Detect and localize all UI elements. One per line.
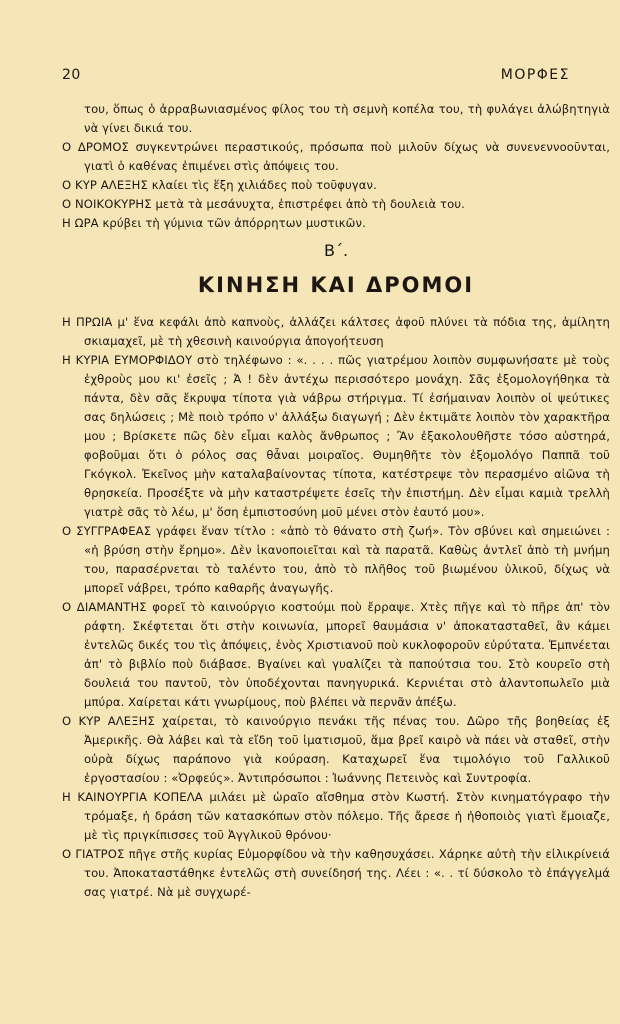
entry-ora: Η ΩΡΑ κρύβει τὴ γύμνια τῶν ἀπόρρητων μυστικῶν. <box>62 216 366 230</box>
journal-title: ΜΟΡΦΕΣ <box>500 67 570 83</box>
entry-kyr-alexis: Ο ΚΥΡ ΑΛΕΞΗΣ κλαίει τὶς ἕξη χιλιάδες ποὺ τοῦφυγαν. <box>62 178 377 192</box>
entry-dromos: Ο ΔΡΟΜΟΣ συγκεντρώνει περαστικούς, πρόσωπα ποὺ μιλοῦν δίχως νὰ συνενεννοοῦνται, γιατὶ ὁ καθένας ἐπιμένει στὶς ἀπόψεις του. <box>62 140 610 173</box>
section-title: ΚΙΝΗΣΗ ΚΑΙ ΔΡΟΜΟΙ <box>197 273 475 297</box>
entry-kainourgia-kopela: Η ΚΑΙΝΟΥΡΓΙΑ ΚΟΠΕΛΑ μιλάει μὲ ὡραῖο αἴσθημα στὸν Κωστή. Στὸν κινηματόγραφο τὴν τρόμαξε, ἡ δράση τῶν κατασκόπων στὸν πόλεμο. Τῆς ἄρεσε ἡ ἠθοποιὸς γιατὶ ἔμοιαζε, μὲ τὶς πριγκίπισσες τοῦ Ἀγγλικοῦ θρόνου· <box>62 790 610 842</box>
page-number: 20 <box>62 67 81 83</box>
running-header <box>62 67 570 87</box>
entry-proia: Η ΠΡΩΙΑ μ' ἕνα κεφάλι ἀπὸ καπνοὺς, ἀλλάζει κάλτσες ἀφοῦ πλύνει τὰ πόδια της, ἀμίλητη σκιαμαχεῖ, μὲ τὴ χθεσινὴ καινούργια ἀπογοήτευση <box>62 315 610 348</box>
entry-noikokyris: Ο ΝΟΙΚΟΚΥΡΗΣ μετὰ τὰ μεσάνυχτα, ἐπιστρέφει ἀπὸ τὴ δουλειὰ του. <box>62 197 465 211</box>
entry-giatros: Ο ΓΙΑΤΡΟΣ πῆγε στῆς κυρίας Εὐμορφίδου νὰ τὴν καθησυχάσει. Χάρηκε αὐτὴ τὴν εἰλικρίνειά του. Ἀποκαταστάθηκε ἐντελῶς στὴ συνείδησή της. Λέει : «. . τί δύσκολο τὸ ἐπάγγελμά σας γιατρέ. Νὰ μὲ συγχωρέ- <box>62 847 610 899</box>
body-text <box>62 100 610 902</box>
entry-kyria-eymorfidou: Η ΚΥΡΙΑ ΕΥΜΟΡΦΙΔΟΥ στὸ τηλέφωνο : «. . . . πῶς γιατρέμου λοιπὸν συμφωνήσατε μὲ τοὺς ἐχθροὺς μου κι' ἐσεῖς ; Ἀ ! δὲν ἀντέχω περισσότερο μονάχη. Σᾶς ἐξομολογήθηκα τὰ πάντα, δὲν σᾶς ἔκρυψα τίποτα γιὰ νάβρω στήριγμα. Τί ἐσήμαιναν λοιπὸν οἱ ψεύτικες σας δηλώσεις ; Μὲ ποιὸ τρόπο ν' ἀλλάξω διαγωγή ; Δὲν ἐκτιμᾶτε λοιπὸν τὸν χαρακτῆρα μου ; Βρίσκετε πῶς δὲν εἶμαι καλὸς ἄνθρωπος ; Ἂν ἐξακολουθῆστε τόσο αὐστηρά, φοβοῦμαι ὅτι ὁ ρόλος σας θἆναι μοιραῖος. Θυμηθῆτε τὸν ἐξομολόγο Παππᾶ τοῦ Γκόγκολ. Ἐκεῖνος μὴν καταλαβαίνοντας τίποτα, κατέστρεψε τὸν περασμένο αἰῶνα τὴ θρησκεία. Προσέξτε νὰ μὴν καταστρέψετε ἐσεῖς τὴν ἐπιστήμη. Δὲν εἶμαι καμιὰ τρελλὴ γιατρὲ σᾶς τὸ λέω, μ' ὅση ἐμπιστοσύνη μοῦ μένει στὸν ἑαυτό μου». <box>62 353 610 519</box>
entry-syggrafeas: Ο ΣΥΓΓΡΑΦΕΑΣ γράφει ἕναν τίτλο : «ἀπὸ τὸ θάνατο στὴ ζωή». Τὸν σβύνει καὶ σημειώνει : «ἡ βρύση στὴν ἔρημο». Δὲν ἱκανοποιεῖται καὶ τὰ παρατᾶ. Καθὼς ἀντλεῖ ἀπὸ τὴ μνήμη του, παρασέρνεται τὸ ταλέντο του, ἀπὸ τὸ πλῆθος τοῦ βιωμένου ὑλικοῦ, δίχως νὰ μπορεῖ νάβρει, τρόπο καθαρῆς ἀναγωγῆς. <box>62 524 610 595</box>
entry-diamantis: Ο ΔΙΑΜΑΝΤΗΣ φορεῖ τὸ καινούργιο κοστούμι ποὺ ἔρραψε. Χτὲς πῆγε καὶ τὸ πῆρε ἀπ' τὸν ράφτη. Σκέφτεται ὅτι στὴν κοινωνία, μπορεῖ θαυμάσια ν' ἀποκατασταθεῖ, ἂν κάμει ἐντελῶς δικές του τὶς ἀπόψεις, ἑνὸς Χριστιανοῦ ποὺ κυκλοφοροῦν εὐρύτατα. Ἐμπνέεται ἀπ' τὸ βιβλίο ποὺ διάβασε. Βγαίνει καὶ γυαλίζει τὰ παπούτσια του. Στὸ κουρεῖο στὴ δουλειά του παντοῦ, τὸν ὑποδέχονται πανηγυρικά. Κερνιέται στὸ ἀλαντοπωλεῖο μιὰ μπύρα. Χαίρεται κάτι γνωρίμους, ποὺ βλέπει νὰ περνᾶν ἀπέξω. <box>62 600 610 709</box>
continued-paragraph: του, ὅπως ὁ ἀρραβωνιασμένος φίλος του τὴ σεμνὴ κοπέλα του, τὴ φυλάγει ἀλώβητηγιὰ νὰ γίνει δικιά του. <box>84 102 610 135</box>
section-numeral: Β΄. <box>323 241 349 260</box>
entry-kyr-alexis-penaki: Ο ΚΥΡ ΑΛΕΞΗΣ χαίρεται, τὸ καινούργιο πενάκι τῆς πένας του. Δῶρο τῆς βοηθείας ἐξ Ἀμερικῆς. Θὰ λάβει καὶ τὰ εἴδη τοῦ ἱματισμοῦ, ἅμα βρεῖ καιρὸ νὰ πάει νὰ σταθεῖ, στὴν οὐρὰ δίχως παράπονο γιὰ κούραση. Καταχωρεῖ ἕνα τιμολόγιο τοῦ Γαλλικοῦ ἐργοστασίου : «Ὀρφεύς». Ἀντιπρόσωποι : Ἰωάννης Πετεινὸς καὶ Συντροφία. <box>62 714 610 785</box>
